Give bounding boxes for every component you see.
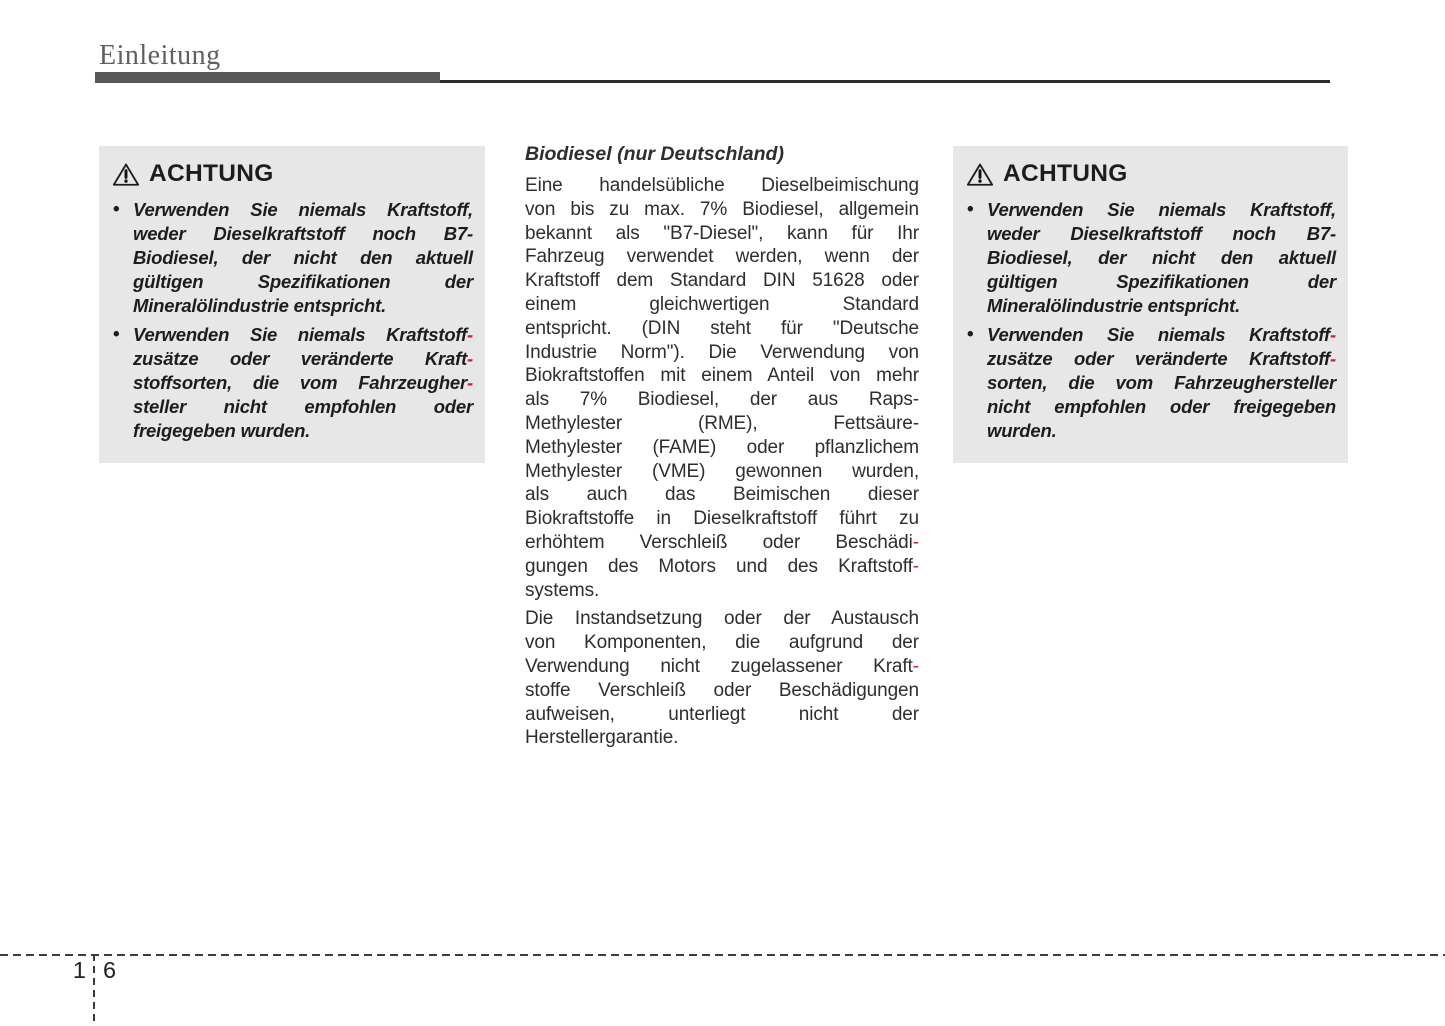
paragraph [525,174,919,602]
chapter-title: Einleitung [99,40,221,71]
text-line: stoffe Verschleiß oder Beschädigungen [525,679,919,701]
footer-page-divider [93,954,95,1026]
warning-bullet-list [111,198,473,443]
text-line: Methylester (RME), Fettsäure- [525,412,919,434]
text-line: als 7% Biodiesel, der aus Raps- [525,389,919,411]
bullet-text [987,198,1336,318]
text-line: Biokraftstoffen mit einem Anteil von mehr [525,365,919,387]
text-line: systems. [525,579,600,601]
red-hyphen: - [1330,348,1336,369]
text-line: weder Dieselkraftstoff noch B7- [987,223,1336,244]
text-line: zusätze oder veränderte Kraftstoff- [987,348,1336,369]
text-line: sorten, die vom Fahrzeughersteller [987,372,1336,393]
section-heading: Biodiesel (nur Deutschland) [525,143,784,165]
text-line: entspricht. (DIN steht für "Deutsche [525,317,919,339]
text-line: als auch das Beimischen dieser [525,484,919,506]
warning-bullet-item [111,323,473,443]
warning-box-left [99,146,485,463]
header-rule-thin [440,80,1330,83]
header-rule-thick [95,72,440,83]
warning-header [112,160,473,188]
text-line: Kraftstoff dem Standard DIN 51628 oder [525,270,919,292]
chapter-number: 1 [72,957,86,983]
text-line: Mineralölindustrie entspricht. [133,295,387,316]
text-line: Industrie Norm"). Die Verwendung von [525,341,919,363]
bullet-marker: • [967,324,974,345]
warning-header [966,160,1336,188]
text-line: stoffsorten, die vom Fahrzeugher- [133,372,473,393]
text-line: Verwendung nicht zugelassener Kraft- [525,655,919,677]
text-line: Fahrzeug verwendet werden, wenn der [525,246,919,268]
text-line: gültigen Spezifikationen der [133,271,473,292]
footer-dashed-rule [0,954,1445,956]
text-line: Verwenden Sie niemals Kraftstoff- [133,324,473,345]
warning-title: ACHTUNG [1003,160,1128,187]
text-line: von bis zu max. 7% Biodiesel, allgemein [525,198,919,220]
text-line: bekannt als "B7-Diesel", kann für Ihr [525,222,919,244]
warning-bullet-item [965,323,1336,443]
text-line: Methylester (FAME) oder pflanzlichem [525,436,919,458]
text-line: zusätze oder veränderte Kraft- [133,348,473,369]
biodiesel-section [525,143,919,750]
text-line: Biokraftstoffe in Dieselkraftstoff führt zu [525,508,919,530]
text-line: Die Instandsetzung oder der Austausch [525,608,919,630]
warning-triangle-icon [966,162,994,187]
bullet-text [133,323,473,443]
warning-bullet-list [965,198,1336,443]
red-hyphen: - [467,372,473,393]
red-hyphen: - [912,555,919,577]
warning-title: ACHTUNG [149,160,274,187]
red-hyphen: - [912,655,919,677]
text-line: gungen des Motors und des Kraftstoff- [525,555,919,577]
text-line: wurden. [987,420,1057,441]
red-hyphen: - [1330,324,1336,345]
paragraph [525,607,919,750]
text-line: Biodiesel, der nicht den aktuell [987,247,1336,268]
text-line: steller nicht empfohlen oder [133,396,473,417]
warning-box-right [953,146,1348,463]
text-line: Herstellergarantie. [525,727,679,749]
text-line: von Komponenten, die aufgrund der [525,632,919,654]
text-line: weder Dieselkraftstoff noch B7- [133,223,473,244]
red-hyphen: - [467,324,473,345]
text-line: erhöhtem Verschleiß oder Beschädi- [525,531,919,553]
red-hyphen: - [912,531,919,553]
bullet-text [133,198,473,318]
bullet-marker: • [967,199,974,220]
text-line: Biodiesel, der nicht den aktuell [133,247,473,268]
text-line: Verwenden Sie niemals Kraftstoff, [987,199,1336,220]
text-line: Mineralölindustrie entspricht. [987,295,1241,316]
text-line: aufweisen, unterliegt nicht der [525,703,919,725]
warning-triangle-icon [112,162,140,187]
page-number: 6 [103,957,117,983]
bullet-marker: • [113,324,120,345]
warning-bullet-item [111,198,473,318]
bullet-marker: • [113,199,120,220]
text-line: einem gleichwertigen Standard [525,293,919,315]
bullet-text [987,323,1336,443]
warning-bullet-item [965,198,1336,318]
text-line: gültigen Spezifikationen der [987,271,1336,292]
text-line: freigegeben wurden. [133,420,311,441]
text-line: nicht empfohlen oder freigegeben [987,396,1336,417]
text-line: Methylester (VME) gewonnen wurden, [525,460,919,482]
text-line: Verwenden Sie niemals Kraftstoff, [133,199,473,220]
red-hyphen: - [467,348,473,369]
text-line: Eine handelsübliche Dieselbeimischung [525,175,919,196]
text-line: Verwenden Sie niemals Kraftstoff- [987,324,1336,345]
